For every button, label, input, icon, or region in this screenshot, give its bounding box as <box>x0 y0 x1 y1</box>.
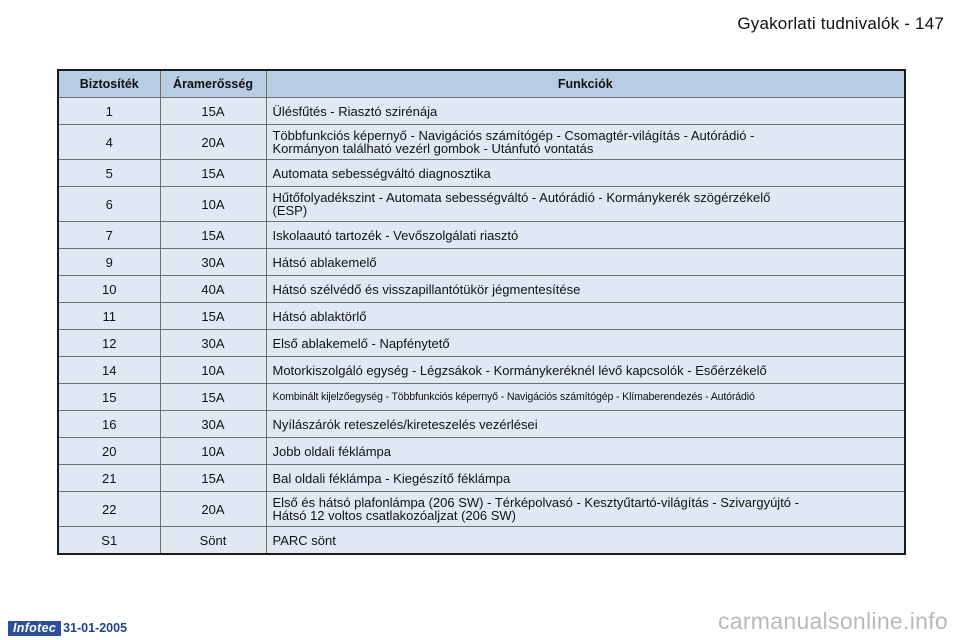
fuse-number-cell: 1 <box>58 98 160 125</box>
footer-date: 31-01-2005 <box>63 621 128 635</box>
table-row <box>58 98 905 125</box>
fuse-number-cell: 22 <box>58 492 160 527</box>
column-header-fuse: Biztosíték <box>58 70 160 98</box>
function-cell <box>266 438 905 465</box>
function-text-line: Automata sebességváltó diagnosztika <box>272 165 491 181</box>
function-text-line: Jobb oldali féklámpa <box>272 443 392 459</box>
function-text-line: PARC sönt <box>272 532 336 548</box>
amperage-cell: 30A <box>160 330 266 357</box>
function-cell <box>266 125 905 160</box>
function-text-line: Nyílászárók reteszelés/kireteszelés vezérlései <box>272 416 538 432</box>
fuse-number-cell: 5 <box>58 160 160 187</box>
amperage-cell: 15A <box>160 160 266 187</box>
function-cell <box>266 527 905 555</box>
function-text-line: Motorkiszolgáló egység - Légzsákok - Kormánykeréknél lévő kapcsolók - Esőérzékelő <box>272 362 767 378</box>
amperage-cell: 15A <box>160 303 266 330</box>
fuse-number-cell: 16 <box>58 411 160 438</box>
function-text-line: Kormányon található vezérl gombok - Utánfutó vontatás <box>272 141 594 156</box>
table-row <box>58 249 905 276</box>
table-row <box>58 125 905 160</box>
page-header: Gyakorlati tudnivalók - 147 <box>737 14 944 33</box>
fuse-number-cell: 6 <box>58 187 160 222</box>
table-row <box>58 303 905 330</box>
function-text-line: Bal oldali féklámpa - Kiegészítő féklámpa <box>272 470 511 486</box>
function-cell <box>266 357 905 384</box>
function-cell <box>266 492 905 527</box>
function-cell <box>266 411 905 438</box>
table-row <box>58 222 905 249</box>
table-body <box>58 98 905 555</box>
table-row <box>58 411 905 438</box>
table-row <box>58 276 905 303</box>
amperage-cell: 15A <box>160 465 266 492</box>
function-text-line: Hátsó ablaktörlő <box>272 308 367 324</box>
table-row <box>58 357 905 384</box>
infotec-logo: Infotec <box>8 621 61 636</box>
function-cell <box>266 465 905 492</box>
amperage-cell: 10A <box>160 187 266 222</box>
table-header-row <box>58 70 905 98</box>
fuse-number-cell: 7 <box>58 222 160 249</box>
function-text-line: Kombinált kijelzőegység - Többfunkciós képernyő - Navigációs számítógép - Klímaberendezés - Autórádió <box>272 390 755 403</box>
function-text-line: Első és hátsó plafonlámpa (206 SW) - Térképolvasó - Kesztyűtartó-világítás - Szivargyújtó - <box>272 495 799 510</box>
amperage-cell: 30A <box>160 411 266 438</box>
table-row <box>58 465 905 492</box>
amperage-cell: 15A <box>160 222 266 249</box>
fuse-number-cell: 20 <box>58 438 160 465</box>
function-cell <box>266 222 905 249</box>
watermark: carmanualsonline.info <box>717 608 948 634</box>
table-row <box>58 330 905 357</box>
amperage-cell: 15A <box>160 98 266 125</box>
fuse-number-cell: 12 <box>58 330 160 357</box>
fuse-number-cell: 9 <box>58 249 160 276</box>
function-cell <box>266 249 905 276</box>
fuse-number-cell: 14 <box>58 357 160 384</box>
function-text-line: Hátsó szélvédő és visszapillantótükör jégmentesítése <box>272 281 581 297</box>
function-cell <box>266 187 905 222</box>
function-cell <box>266 384 905 411</box>
function-text-line: Iskolaautó tartozék - Vevőszolgálati riasztó <box>272 227 519 243</box>
function-cell <box>266 160 905 187</box>
table-row <box>58 438 905 465</box>
amperage-cell: Sönt <box>160 527 266 555</box>
function-text-line: Hűtőfolyadékszint - Automata sebességváltó - Autórádió - Kormánykerék szögérzékelő <box>272 190 771 205</box>
amperage-cell: 15A <box>160 384 266 411</box>
fuse-number-cell: 21 <box>58 465 160 492</box>
fuse-table <box>57 69 906 555</box>
fuse-number-cell: 4 <box>58 125 160 160</box>
footer-logo <box>8 621 127 636</box>
amperage-cell: 40A <box>160 276 266 303</box>
function-text-line: (ESP) <box>272 203 308 218</box>
table-row <box>58 527 905 555</box>
function-cell <box>266 303 905 330</box>
column-header-functions: Funkciók <box>266 70 905 98</box>
function-cell <box>266 98 905 125</box>
fuse-number-cell: 11 <box>58 303 160 330</box>
amperage-cell: 20A <box>160 125 266 160</box>
amperage-cell: 20A <box>160 492 266 527</box>
amperage-cell: 10A <box>160 438 266 465</box>
table-row <box>58 384 905 411</box>
fuse-number-cell: 15 <box>58 384 160 411</box>
function-text-line: Többfunkciós képernyő - Navigációs számítógép - Csomagtér-világítás - Autórádió - <box>272 128 755 143</box>
fuse-number-cell: 10 <box>58 276 160 303</box>
function-text-line: Ülésfűtés - Riasztó szirénája <box>272 103 438 119</box>
column-header-amperage: Áramerősség <box>160 70 266 98</box>
table-row <box>58 492 905 527</box>
table-row <box>58 187 905 222</box>
function-cell <box>266 276 905 303</box>
amperage-cell: 30A <box>160 249 266 276</box>
function-text-line: Hátsó ablakemelő <box>272 254 377 270</box>
function-text-line: Hátsó 12 voltos csatlakozóaljzat (206 SW) <box>272 508 516 523</box>
amperage-cell: 10A <box>160 357 266 384</box>
fuse-number-cell: S1 <box>58 527 160 555</box>
function-text-line: Első ablakemelő - Napfénytető <box>272 335 450 351</box>
table-row <box>58 160 905 187</box>
function-cell <box>266 330 905 357</box>
